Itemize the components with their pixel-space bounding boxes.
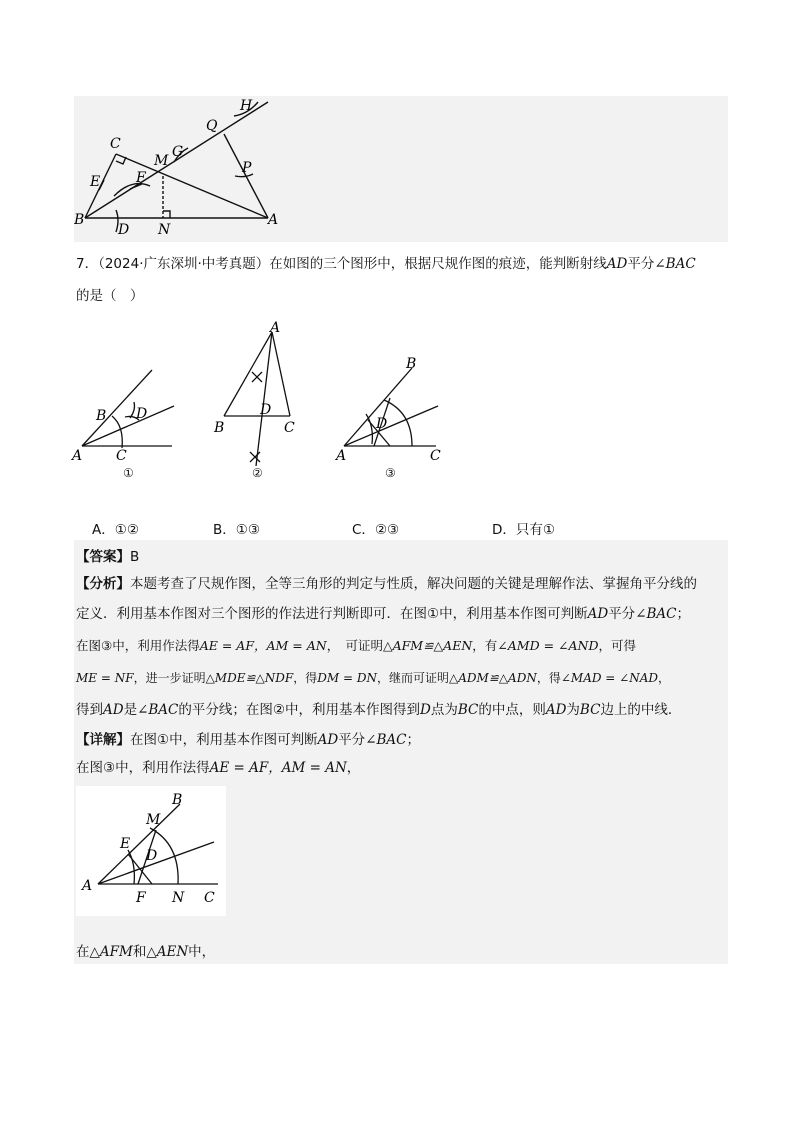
point-label-g: G bbox=[172, 144, 184, 160]
option-a[interactable]: A．①② bbox=[92, 522, 139, 538]
fig3-label-c: C bbox=[430, 448, 441, 464]
detail-label-f: F bbox=[136, 890, 146, 906]
detail-label-e: E bbox=[120, 836, 131, 852]
point-label-e: E bbox=[90, 174, 101, 190]
detail-label-a: A bbox=[82, 878, 93, 894]
detail-label-d: D bbox=[146, 848, 158, 864]
point-label-d: D bbox=[118, 222, 130, 238]
figure-3-caption: ③ bbox=[385, 466, 396, 480]
detail-label-b: B bbox=[172, 792, 183, 808]
analysis-line-5: 得到AD是∠BAC的平分线；在图②中，利用基本作图得到D点为BC的中点，则AD为BC边上的中线． bbox=[76, 702, 682, 718]
point-label-h: H bbox=[240, 98, 253, 114]
analysis-line-3: 在图③中，利用作法得AE = AF，AM = AN， 可证明△AFM≌△AEN，有∠AMD = ∠AND，可得 bbox=[76, 638, 636, 653]
analysis-line-2: 定义．利用基本作图对三个图形的作法进行判断即可．在图①中，利用基本作图可判断AD平分∠BAC； bbox=[76, 606, 690, 622]
point-label-q: Q bbox=[206, 118, 218, 134]
figure-2 bbox=[212, 320, 302, 470]
option-b[interactable]: B．①③ bbox=[213, 522, 260, 538]
detail-line-1: 【详解】在图①中，利用基本作图可判断AD平分∠BAC； bbox=[76, 732, 420, 748]
point-label-b: B bbox=[74, 212, 85, 228]
fig2-label-a: A bbox=[270, 320, 281, 336]
point-label-n: N bbox=[158, 222, 171, 238]
point-label-f: F bbox=[136, 170, 146, 186]
fig1-label-b: B bbox=[96, 408, 107, 424]
fig1-label-a: A bbox=[72, 448, 83, 460]
construction-figure-top bbox=[74, 96, 314, 242]
fig2-label-c: C bbox=[284, 420, 295, 436]
detail-label-m: M bbox=[146, 812, 161, 828]
fig2-label-b: B bbox=[214, 420, 225, 436]
detail-label-n: N bbox=[172, 890, 185, 906]
fig1-label-d: D bbox=[136, 406, 148, 422]
analysis-line-1: 【分析】本题考查了尺规作图，全等三角形的判定与性质，解决问题的关键是理解作法、掌握角平分线的 bbox=[76, 576, 697, 592]
fig2-label-d: D bbox=[260, 402, 272, 418]
option-d[interactable]: D．只有① bbox=[492, 522, 556, 538]
figure-1-caption: ① bbox=[123, 466, 134, 480]
point-label-a: A bbox=[268, 212, 279, 228]
detail-label-c: C bbox=[204, 890, 215, 906]
fig1-label-c: C bbox=[116, 448, 127, 460]
point-label-p: P bbox=[242, 160, 252, 176]
question-line-2: 的是（ ） bbox=[76, 288, 144, 304]
point-label-m: M bbox=[154, 153, 169, 169]
detail-figure bbox=[76, 786, 226, 916]
option-c[interactable]: C．②③ bbox=[352, 522, 400, 538]
question-line-1: 7．（2024·广东深圳·中考真题）在如图的三个图形中，根据尺规作图的痕迹，能判断射线AD平分∠BAC bbox=[76, 256, 696, 272]
figure-2-caption: ② bbox=[252, 466, 263, 480]
detail-line-3: 在△AFM和△AEN中， bbox=[76, 944, 216, 960]
fig3-label-a: A bbox=[336, 448, 347, 464]
fig3-label-b: B bbox=[406, 356, 417, 372]
figure-3 bbox=[334, 352, 454, 464]
analysis-line-4: ME = NF，进一步证明△MDE≌△NDF，得DM = DN，继而可证明△ADM≌△ADN，得∠MAD = ∠NAD， bbox=[76, 671, 671, 685]
fig3-label-d: D bbox=[376, 416, 388, 432]
detail-line-2: 在图③中，利用作法得AE = AF，AM = AN， bbox=[76, 760, 361, 776]
point-label-c: C bbox=[110, 136, 121, 152]
figure-1 bbox=[70, 360, 190, 460]
answer-line: 【答案】B bbox=[76, 549, 140, 565]
